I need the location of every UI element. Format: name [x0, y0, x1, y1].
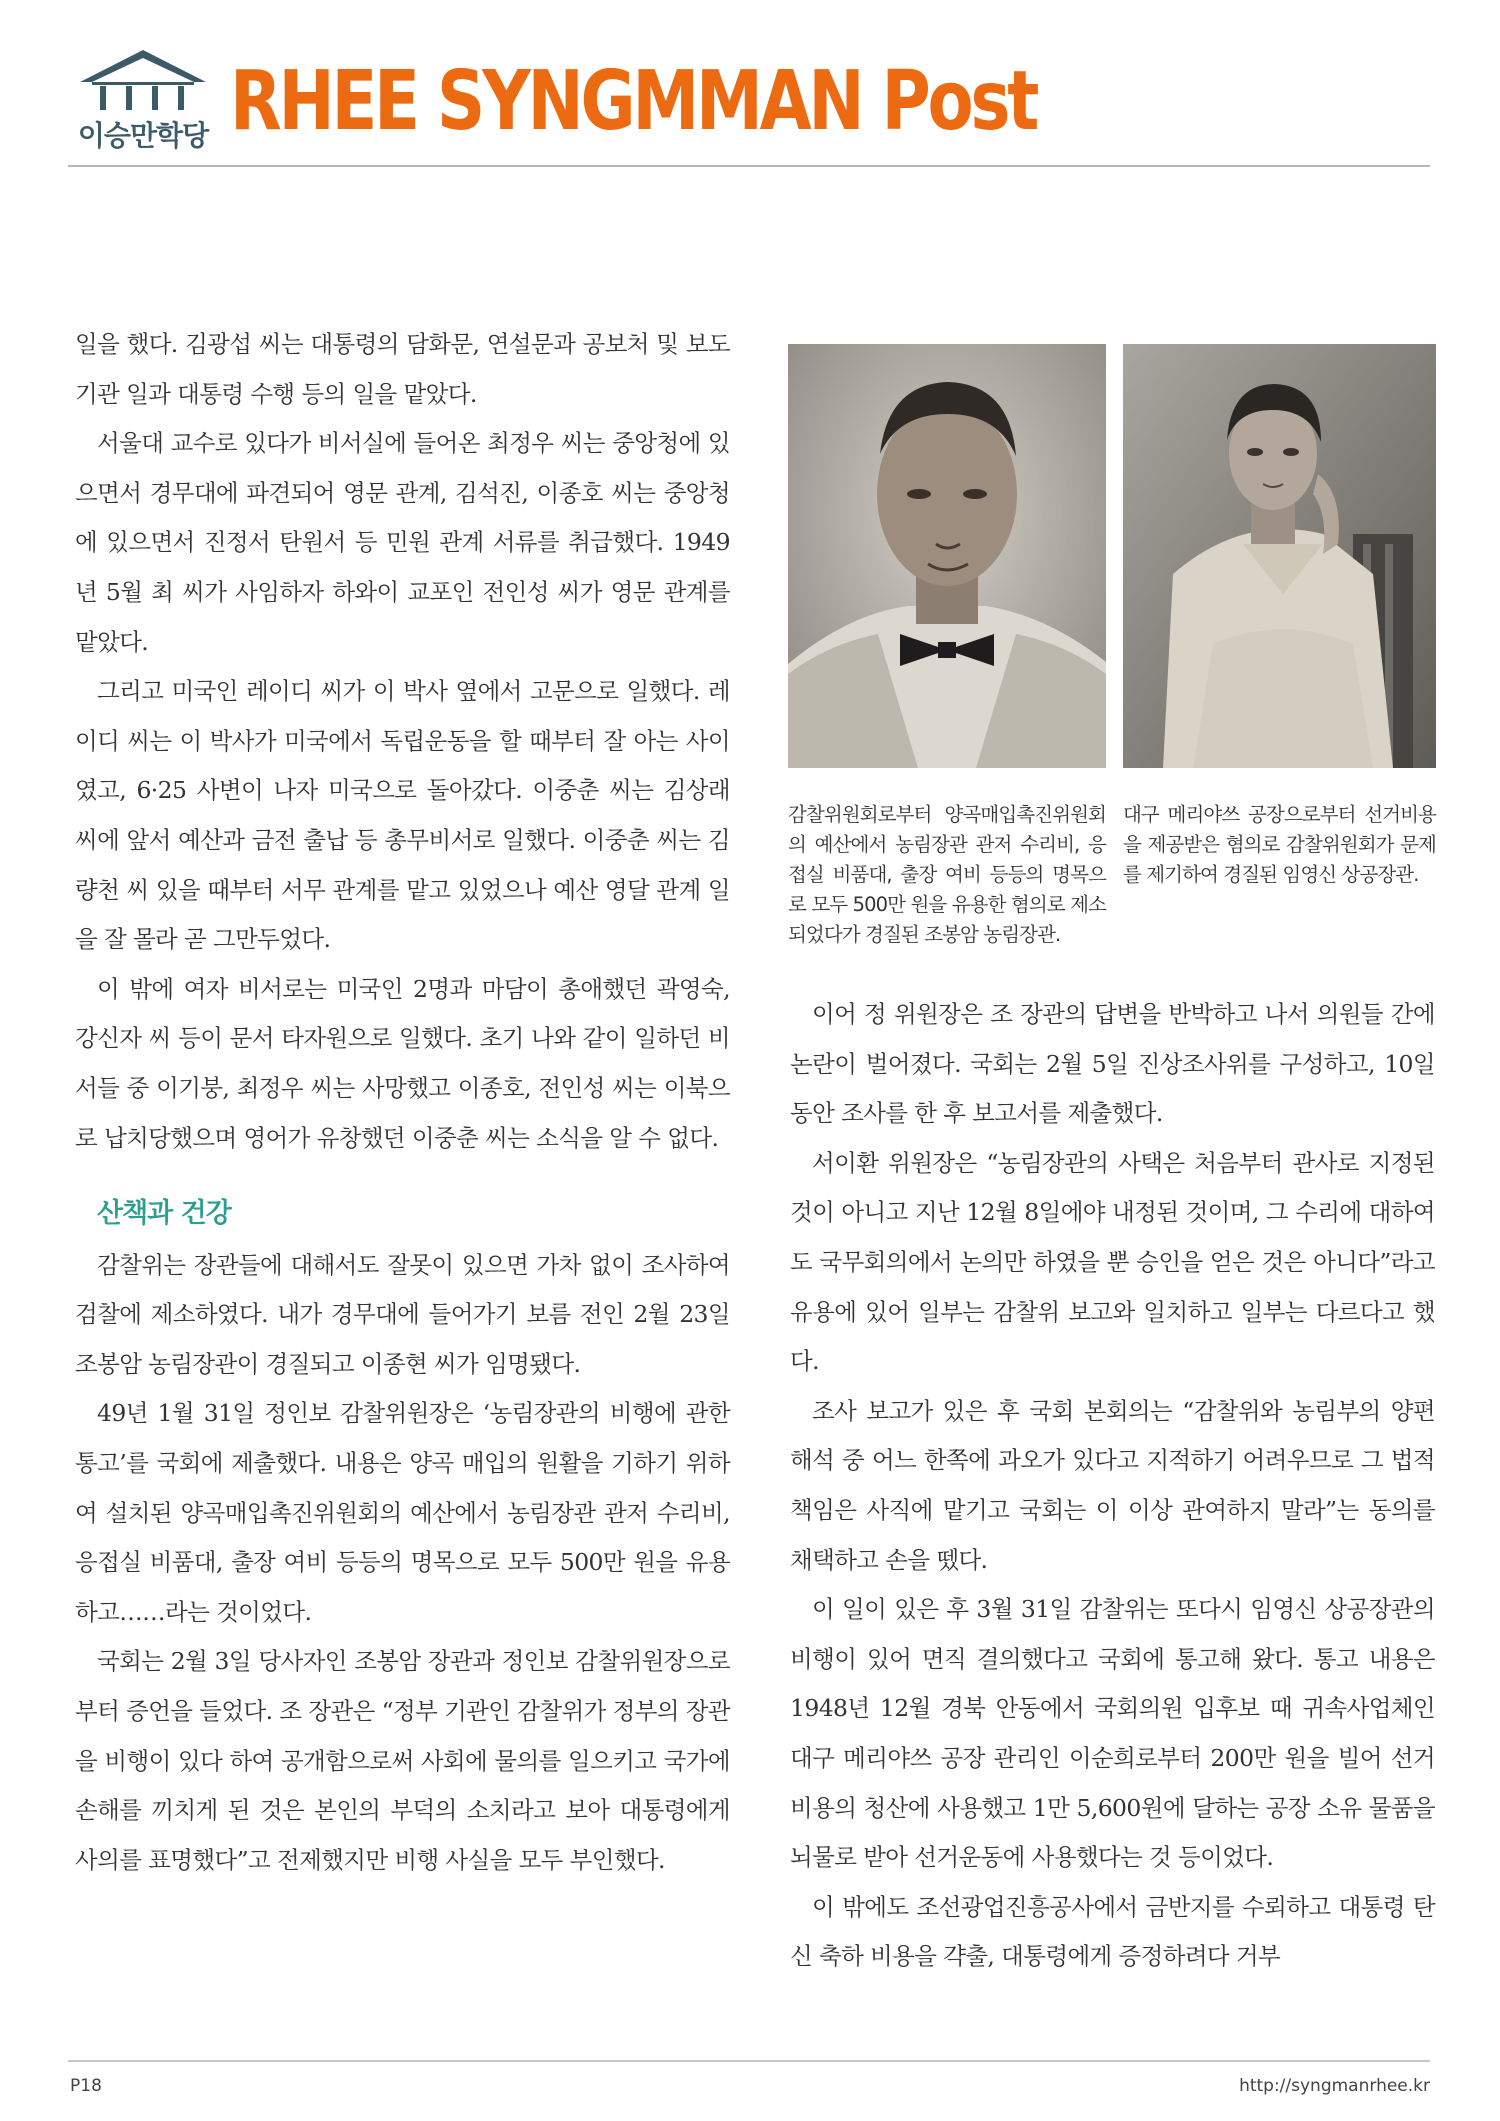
left-column — [75, 320, 730, 1885]
paragraph: 서이환 위원장은 “농림장관의 사택은 처음부터 관사로 지정된 것이 아니고 지난 12월 8일에야 내정된 것이며, 그 수리에 대하여도 국무회의에서 논의만 하였을 뿐 승인을 얻은 것은 아니다”라고 유용에 있어 일부는 감찰위 보고와 일치하고 일부는 다르다고 했다. — [790, 1148, 1435, 1376]
section-heading: 산책과 건강 — [97, 1198, 231, 1230]
paragraph: 이 밖에도 조선광업진흥공사에서 금반지를 수뢰하고 대통령 탄신 축하 비용을 갹출, 대통령에게 증정하려다 거부 — [790, 1892, 1435, 1971]
paragraph: 감찰위는 장관들에 대해서도 잘못이 있으면 가차 없이 조사하여 검찰에 제소하였다. 내가 경무대에 들어가기 보름 전인 2월 23일 조봉암 농림장관이 경질되고 이종현 씨가 임명됐다. — [75, 1250, 730, 1378]
paragraph: 서울대 교수로 있다가 비서실에 들어온 최정우 씨는 중앙청에 있으면서 경무대에 파견되어 영문 관계, 김석진, 이종호 씨는 중앙청에 있으면서 진정서 탄원서 등 민원 관계 서류를 취급했다. 1949년 5월 최 씨가 사임하자 하와이 교포인 전인성 씨가 영문 관계를 맡았다. — [75, 429, 730, 656]
photo-jo-bong-am — [788, 344, 1106, 768]
photo-caption: 감찰위원회로부터 양곡매입촉진위원회의 예산에서 농림장관 관저 수리비, 응접실 비품대, 출장 여비 등등의 명목으로 모두 500만 원을 유용한 혐의로 제소되었다가 경질된 조봉암 농림장관. — [788, 803, 1106, 946]
paragraph: 조사 보고가 있은 후 국회 본회의는 “감찰위와 농림부의 양편 해석 중 어느 한쪽에 과오가 있다고 지적하기 어려우므로 그 법적 책임은 사직에 맡기고 국회는 이 이상 관여하지 말라”는 동의를 채택하고 손을 뗐다. — [790, 1396, 1435, 1574]
portrait-woman-image — [1123, 344, 1436, 768]
logo-text: 이승만학당 — [77, 119, 209, 152]
paragraph: 이어 정 위원장은 조 장관의 답변을 반박하고 나서 의원들 간에 논란이 벌어졌다. 국회는 2월 5일 진상조사위를 구성하고, 10일 동안 조사를 한 후 보고서를 제출했다. — [790, 1000, 1435, 1128]
paragraph: 국회는 2월 3일 당사자인 조봉암 장관과 정인보 감찰위원장으로부터 증언을 들었다. 조 장관은 “정부 기관인 감찰위가 정부의 장관을 비행이 있다 하여 공개함으로써 사회에 물의를 일으키고 국가에 손해를 끼치게 된 것은 본인의 부덕의 소치라고 보아 대통령에게 사의를 표명했다”고 전제했지만 비행 사실을 모두 부인했다. — [75, 1647, 730, 1874]
paragraph: 일을 했다. 김광섭 씨는 대통령의 담화문, 연설문과 공보처 및 보도기관 일과 대통령 수행 등의 일을 맡았다. — [75, 330, 730, 408]
paragraph: 그리고 미국인 레이디 씨가 이 박사 옆에서 고문으로 일했다. 레이디 씨는 이 박사가 미국에서 독립운동을 할 때부터 잘 아는 사이였고, 6·25 사변이 나자 미국으로 돌아갔다. 이중춘 씨는 김상래 씨에 앞서 예산과 금전 출납 등 총무비서로 일했다. 이중춘 씨는 김량천 씨 있을 때부터 서무 관계를 맡고 있었으나 예산 영달 관계 일을 잘 몰라 곧 그만두었다. — [75, 677, 730, 954]
portrait-man-image — [788, 344, 1106, 768]
publication-title: RHEE SYNGMMAN Post — [230, 54, 1037, 149]
house-logo-icon — [72, 48, 214, 112]
page-number: P18 — [70, 2076, 102, 2096]
logo — [68, 48, 218, 158]
paragraph: 이 밖에 여자 비서로는 미국인 2명과 마담이 총애했던 곽영숙, 강신자 씨 등이 문서 타자원으로 일했다. 초기 나와 같이 일하던 비서들 중 이기붕, 최정우 씨는 사망했고 이종호, 전인성 씨는 이북으로 납치당했으며 영어가 유창했던 이중춘 씨는 소식을 알 수 없다. — [75, 974, 730, 1152]
footer-url[interactable]: http://syngmanrhee.kr — [1239, 2076, 1430, 2096]
header — [68, 48, 1430, 160]
right-column — [790, 990, 1435, 1982]
photo-im-young-shin — [1123, 344, 1436, 768]
photo-caption: 대구 메리야쓰 공장으로부터 선거비용을 제공받은 혐의로 감찰위원회가 문제를 제기하여 경질된 임영신 상공장관. — [1123, 803, 1436, 886]
header-divider — [68, 165, 1430, 167]
paragraph: 49년 1월 31일 정인보 감찰위원장은 ‘농림장관의 비행에 관한 통고’를 국회에 제출했다. 내용은 양곡 매입의 원활을 기하기 위하여 설치된 양곡매입촉진위원회의 예산에서 농림장관 관저 수리비, 응접실 비품대, 출장 여비 등등의 명목으로 모두 500만 원을 유용하고……라는 것이었다. — [75, 1399, 730, 1626]
paragraph: 이 일이 있은 후 3월 31일 감찰위는 또다시 임영신 상공장관의 비행이 있어 면직 결의했다고 국회에 통고해 왔다. 통고 내용은 1948년 12월 경북 안동에서 국회의원 입후보 때 귀속사업체인 대구 메리야쓰 공장 관리인 이순희로부터 200만 원을 빌어 선거 비용의 청산에 사용했고 1만 5,600원에 달하는 공장 소유 물품을 뇌물로 받아 선거운동에 사용했다는 것 등이었다. — [790, 1595, 1435, 1872]
footer-divider — [68, 2060, 1430, 2062]
